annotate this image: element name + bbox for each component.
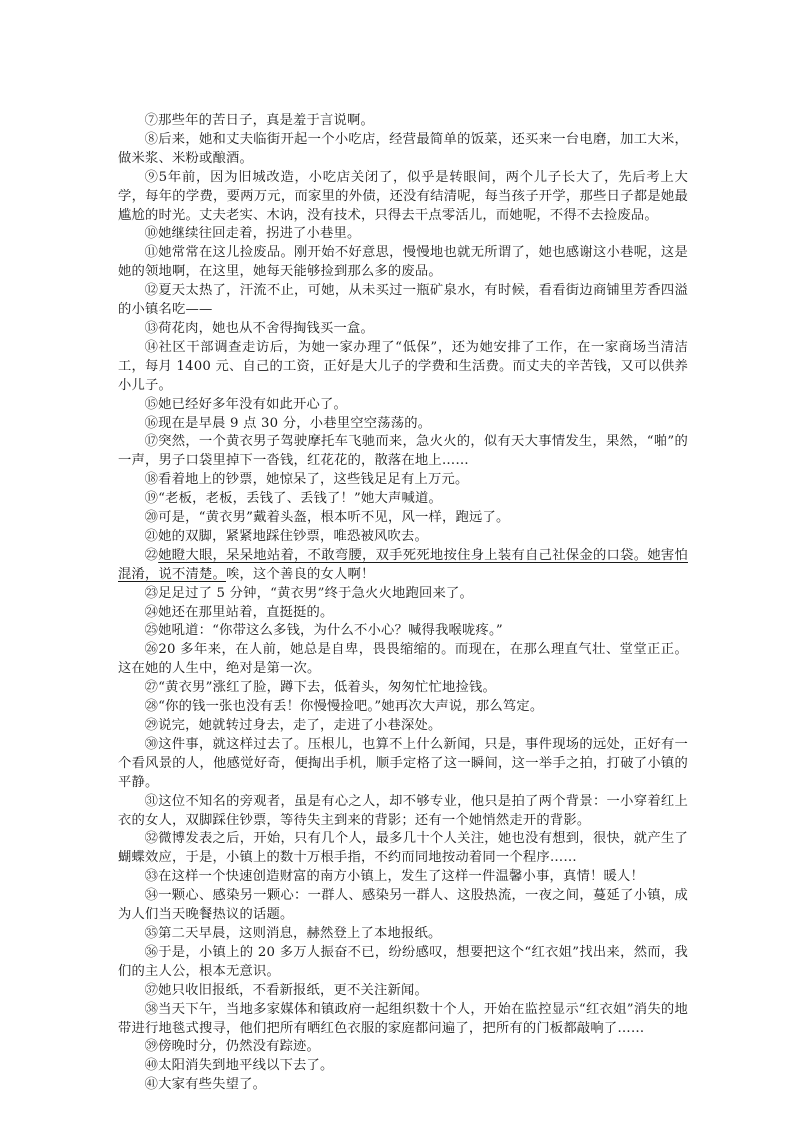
paragraph-number: ㊶ bbox=[144, 1077, 159, 1093]
paragraph-19 bbox=[118, 490, 688, 509]
paragraph-number: ⑭ bbox=[144, 339, 159, 355]
paragraph-number: ㉞ bbox=[144, 888, 159, 904]
paragraph-40 bbox=[118, 1057, 688, 1076]
paragraph-12 bbox=[118, 282, 688, 320]
paragraph-20 bbox=[118, 509, 688, 528]
paragraph-number: ⑯ bbox=[144, 415, 159, 431]
paragraph-number: ㉛ bbox=[144, 793, 159, 809]
paragraph-number: ⑳ bbox=[144, 510, 159, 526]
paragraph-text: 傍晚时分，仍然没有踪迹。 bbox=[158, 1039, 321, 1055]
paragraph-text: “老板，老板，丢钱了、丢钱了！”她大声喊道。 bbox=[158, 491, 443, 507]
paragraph-number: ㉕ bbox=[144, 623, 159, 639]
paragraph-text: 后来，她和丈夫临街开起一个小吃店，经营最简单的饭菜，还买来一台电磨，加工大米，做米浆、米粉或酿酒。 bbox=[118, 131, 688, 166]
paragraph-text: 现在是早晨 9 点 30 分，小巷里空空荡荡的。 bbox=[158, 415, 432, 431]
paragraph-text: “你的钱一张也没有丢！你慢慢捡吧。”她再次大声说，那么笃定。 bbox=[158, 699, 544, 715]
paragraph-text: 那些年的苦日子，真是羞于言说啊。 bbox=[158, 113, 375, 128]
paragraph-number: ⑧ bbox=[144, 131, 159, 147]
paragraph-28 bbox=[118, 698, 688, 717]
paragraph-text: 她还在那里站着，直挺挺的。 bbox=[158, 604, 334, 620]
underlined-sentence: 她瞪大眼，呆呆地站着，不敢弯腰，双手死死地按住身上装有自己社保金的口袋。她害怕混淆，说不清楚。 bbox=[118, 547, 688, 582]
paragraph-24 bbox=[118, 604, 688, 623]
paragraph-27 bbox=[118, 679, 688, 698]
paragraph-text: 微博发表之后，开始，只有几个人，最多几十个人关注，她也没有想到，很快，就产生了蝴蝶效应，于是，小镇上的数十万根手指，不约而同地按动着同一个程序…… bbox=[118, 831, 688, 866]
paragraph-text: 太阳消失到地平线以下去了。 bbox=[158, 1058, 334, 1074]
paragraph-38 bbox=[118, 1001, 688, 1039]
paragraph-text: 第二天早晨，这则消息，赫然登上了本地报纸。 bbox=[158, 925, 442, 941]
paragraph-number: ⑲ bbox=[144, 491, 159, 507]
paragraph-number: ⑱ bbox=[144, 472, 159, 488]
paragraph-22 bbox=[118, 547, 688, 585]
paragraph-17 bbox=[118, 433, 688, 471]
paragraph-number: ⑬ bbox=[144, 320, 159, 336]
paragraph-number: ㉙ bbox=[144, 718, 159, 733]
paragraph-34 bbox=[118, 887, 688, 925]
paragraph-text: 20 多年来，在人前，她总是自卑，畏畏缩缩的。而现在，在那么理直气壮、堂堂正正。这在她的人生中，绝对是第一次。 bbox=[118, 642, 688, 677]
paragraph-number: ㉗ bbox=[144, 680, 159, 696]
paragraph-number: ㊵ bbox=[144, 1058, 159, 1074]
paragraph-number: ㉖ bbox=[144, 642, 159, 658]
paragraph-16 bbox=[118, 415, 688, 434]
paragraph-text: 她吼道：“你带这么多钱，为什么不小心？喊得我喉咙疼。” bbox=[158, 623, 503, 639]
paragraph-number: ㉒ bbox=[144, 547, 159, 563]
paragraph-number: ⑪ bbox=[144, 245, 159, 261]
paragraph-number: ㉝ bbox=[144, 869, 159, 885]
paragraph-number: ㉑ bbox=[144, 528, 159, 544]
paragraph-text: 这件事，就这样过去了。压根儿，也算不上什么新闻，只是，事件现场的远处，正好有一个看风景的人，他感觉好奇，便掏出手机，顺手定格了这一瞬间，这一举手之拍，打破了小镇的平静。 bbox=[118, 736, 688, 790]
paragraph-number: ㊴ bbox=[144, 1039, 159, 1055]
paragraph-text: 一颗心、感染另一颗心：一群人、感染另一群人、这股热流，一夜之间，蔓延了小镇，成为人们当天晚餐热议的话题。 bbox=[118, 888, 688, 923]
paragraph-31 bbox=[118, 793, 688, 831]
paragraph-14 bbox=[118, 339, 688, 396]
paragraph-32 bbox=[118, 830, 688, 868]
paragraph-text: 大家有些失望了。 bbox=[158, 1077, 267, 1093]
paragraph-number: ㉜ bbox=[144, 831, 159, 847]
paragraph-number: ⑦ bbox=[144, 113, 159, 128]
paragraph-7 bbox=[118, 112, 688, 131]
paragraph-text: 她已经好多年没有如此开心了。 bbox=[158, 396, 348, 412]
paragraph-number: ⑨ bbox=[144, 169, 159, 185]
paragraph-9 bbox=[118, 169, 688, 226]
paragraph-number: ⑫ bbox=[144, 283, 159, 299]
paragraph-text: 她的双脚，紧紧地踩住钞票，唯恐被风吹去。 bbox=[158, 528, 429, 544]
paragraph-21 bbox=[118, 528, 688, 547]
paragraph-text: 看着地上的钞票，她惊呆了，这些钱足足有上万元。 bbox=[158, 472, 469, 488]
paragraph-11 bbox=[118, 244, 688, 282]
paragraph-text: 5年前，因为旧城改造，小吃店关闭了，似乎是转眼间，两个儿子长大了，先后考上大学，每年的学费，要两万元，而家里的外债，还没有结清呢，每当孩子开学，那些日子都是她最尴尬的时光。丈夫老实、木讷，没有技术，只得去干点零活儿，而她呢，不得不去捡废品。 bbox=[118, 169, 688, 223]
paragraph-37 bbox=[118, 982, 688, 1001]
paragraph-number: ㊳ bbox=[144, 1001, 159, 1017]
paragraph-29 bbox=[118, 717, 688, 736]
article-body bbox=[118, 112, 688, 1095]
paragraph-35 bbox=[118, 925, 688, 944]
paragraph-number: ㉟ bbox=[144, 925, 159, 941]
paragraph-text: “黄衣男”涨红了脸，蹲下去，低着头，匆匆忙忙地捡钱。 bbox=[158, 680, 497, 696]
paragraph-text: 唉，这个善良的女人啊！ bbox=[225, 566, 375, 582]
paragraph-number: ⑩ bbox=[144, 226, 159, 242]
paragraph-text: 她继续往回走着，拐进了小巷里。 bbox=[158, 226, 361, 242]
paragraph-41 bbox=[118, 1076, 688, 1095]
paragraph-25 bbox=[118, 622, 688, 641]
paragraph-number: ㉚ bbox=[144, 736, 159, 752]
paragraph-15 bbox=[118, 396, 688, 415]
paragraph-text: 可是，“黄衣男”戴着头盔，根本听不见，风一样，跑远了。 bbox=[158, 510, 510, 526]
paragraph-number: ㉓ bbox=[144, 585, 159, 601]
paragraph-text: 社区干部调查走访后，为她一家办理了“低保”，还为她安排了工作，在一家商场当清洁工，每月 1400 元、自己的工资，正好是大儿子的学费和生活费。而丈夫的辛苦钱，又可以供养小儿子。 bbox=[118, 339, 688, 393]
paragraph-23 bbox=[118, 585, 688, 604]
paragraph-8 bbox=[118, 131, 688, 169]
paragraph-10 bbox=[118, 225, 688, 244]
paragraph-text: 她常常在这儿捡废品。刚开始不好意思，慢慢地也就无所谓了，她也感谢这小巷呢，这是她的领地啊，在这里，她每天能够捡到那么多的废品。 bbox=[118, 245, 688, 280]
paragraph-text: 足足过了 5 分钟，“黄衣男”终于急火火地跑回来了。 bbox=[158, 585, 474, 601]
paragraph-text: 突然，一个黄衣男子驾驶摩托车飞驰而来，急火火的，似有天大事情发生，果然，“啪”的一声，男子口袋里掉下一沓钱，红花花的，散落在地上…… bbox=[118, 434, 688, 469]
paragraph-text: 于是，小镇上的 20 多万人振奋不已，纷纷感叹，想要把这个“红衣姐”找出来，然而，我们的主人公，根本无意识。 bbox=[118, 944, 688, 979]
paragraph-36 bbox=[118, 944, 688, 982]
paragraph-13 bbox=[118, 320, 688, 339]
paragraph-number: ㉔ bbox=[144, 604, 159, 620]
paragraph-number: ㊱ bbox=[144, 944, 159, 960]
paragraph-text: 当天下午，当地多家媒体和镇政府一起组织数十个人，开始在监控显示“红衣姐”消失的地带进行地毯式搜寻，他们把所有晒红色衣服的家庭都问遍了，把所有的门板都敲响了…… bbox=[118, 1001, 688, 1036]
paragraph-text: 她只收旧报纸，不看新报纸，更不关注新闻。 bbox=[158, 982, 429, 998]
paragraph-text: 荷花肉，她也从不舍得掏钱买一盒。 bbox=[158, 320, 375, 336]
paragraph-number: ⑰ bbox=[144, 434, 159, 450]
paragraph-text: 说完，她就转过身去，走了，走进了小巷深处。 bbox=[158, 718, 442, 733]
paragraph-30 bbox=[118, 736, 688, 793]
paragraph-number: ㉘ bbox=[144, 699, 159, 715]
paragraph-33 bbox=[118, 868, 688, 887]
paragraph-text: 在这样一个快速创造财富的南方小镇上，发生了这样一件温馨小事，真情！暖人！ bbox=[158, 869, 644, 885]
paragraph-number: ㊲ bbox=[144, 982, 159, 998]
paragraph-26 bbox=[118, 641, 688, 679]
paragraph-number: ⑮ bbox=[144, 396, 159, 412]
paragraph-39 bbox=[118, 1038, 688, 1057]
paragraph-text: 这位不知名的旁观者，虽是有心之人，却不够专业，他只是拍了两个背景：一小穿着红上衣的女人，双脚踩住钞票，等待失主到来的背影；还有一个她悄然走开的背影。 bbox=[118, 793, 688, 828]
paragraph-18 bbox=[118, 471, 688, 490]
paragraph-text: 夏天太热了，汗流不止，可她，从未买过一瓶矿泉水，有时候，看看街边商铺里芳香四溢的小镇名吃—— bbox=[118, 283, 688, 318]
